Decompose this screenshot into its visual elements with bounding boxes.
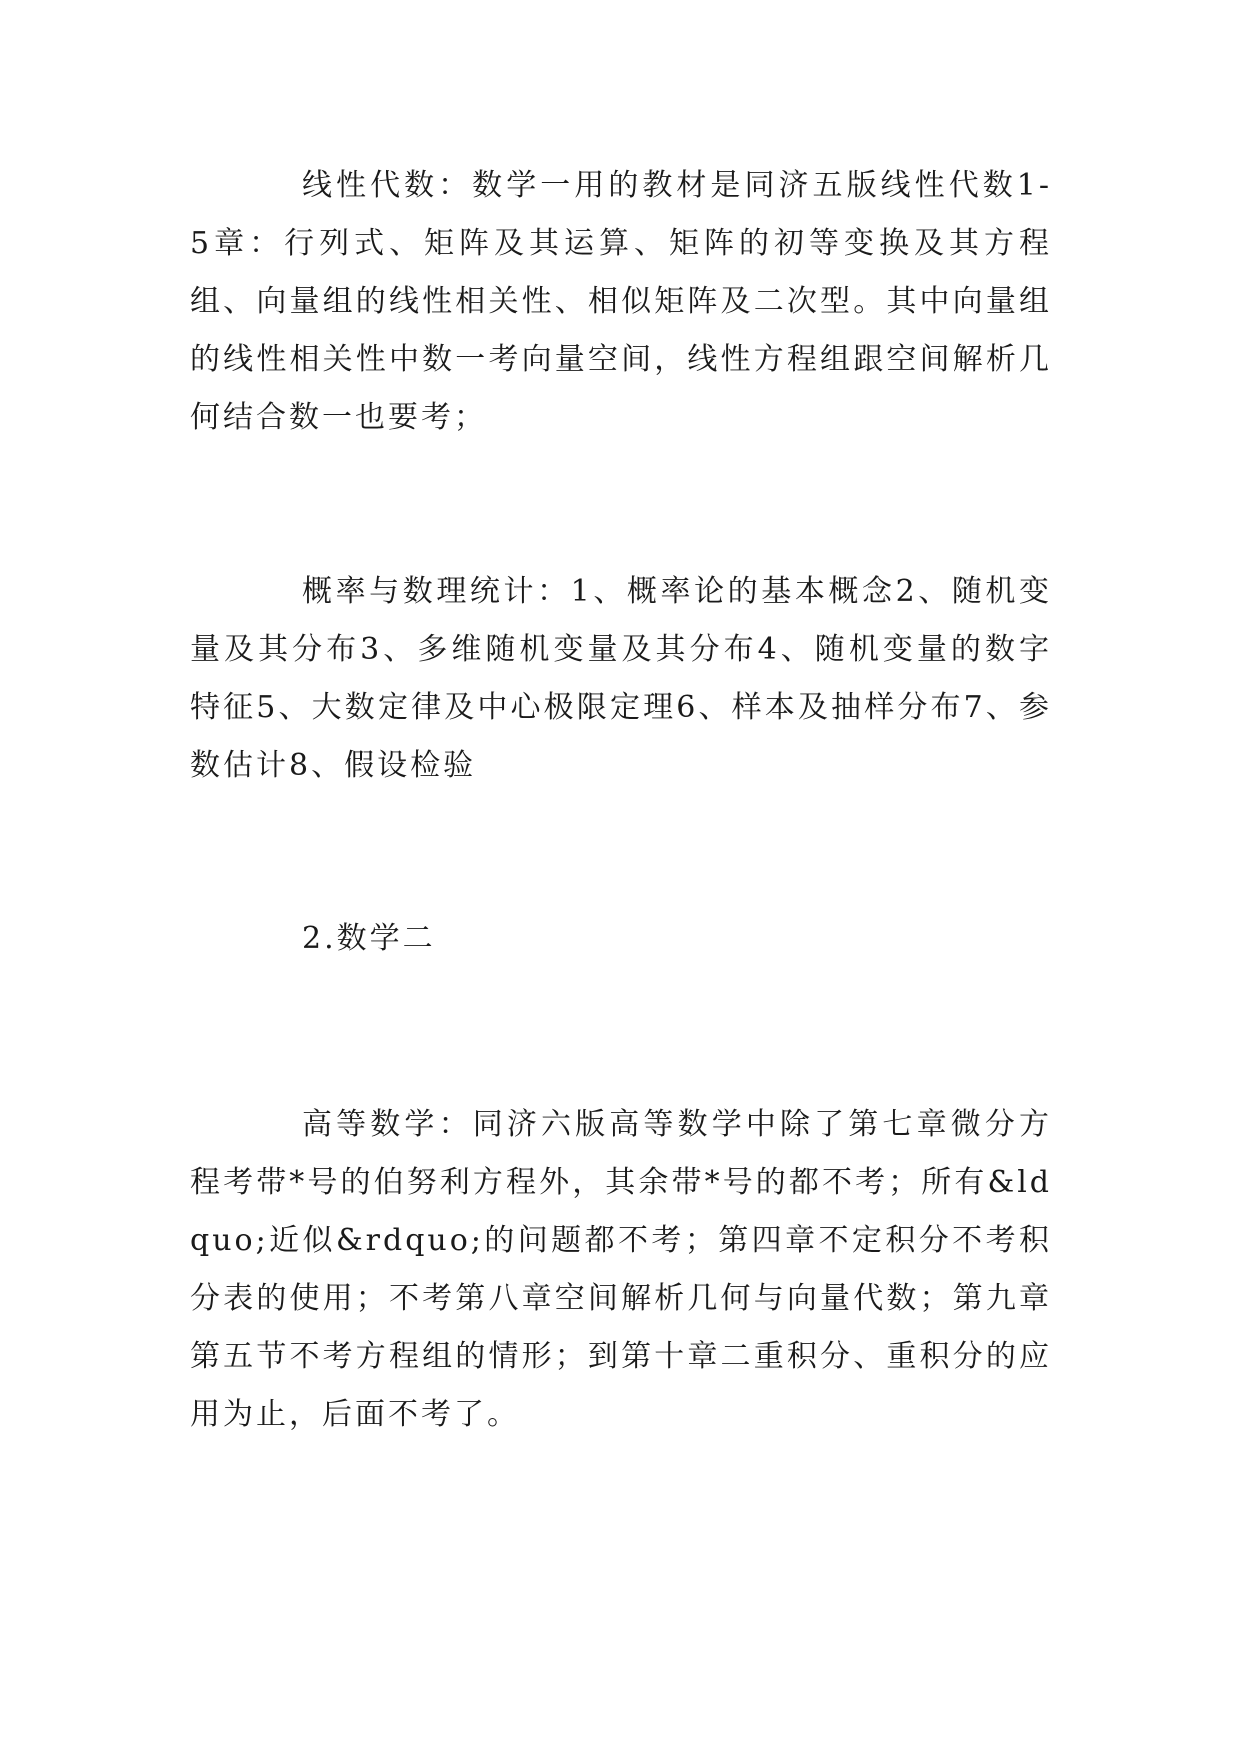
- paragraph-probability-statistics: 概率与数理统计：1、概率论的基本概念2、随机变量及其分布3、多维随机变量及其分布4、随机变量的数字特征5、大数定律及中心极限定理6、样本及抽样分布7、参数估计8、假设检验: [190, 574, 1052, 783]
- section-heading-math-two: 2.数学二: [302, 921, 436, 956]
- paragraph-advanced-mathematics: 高等数学：同济六版高等数学中除了第七章微分方程考带*号的伯努利方程外，其余带*号的都不考；所有&ldquo;近似&rdquo;的问题都不考；第四章不定积分不考积分表的使用；不考第八章空间解析几何与向量代数；第九章第五节不考方程组的情形；到第十章二重积分、重积分的应用为止，后面不考了。: [190, 1107, 1052, 1432]
- paragraph-linear-algebra: 线性代数：数学一用的教材是同济五版线性代数1-5章：行列式、矩阵及其运算、矩阵的初等变换及其方程组、向量组的线性相关性、相似矩阵及二次型。其中向量组的线性相关性中数一考向量空间，线性方程组跟空间解析几何结合数一也要考；: [190, 168, 1052, 435]
